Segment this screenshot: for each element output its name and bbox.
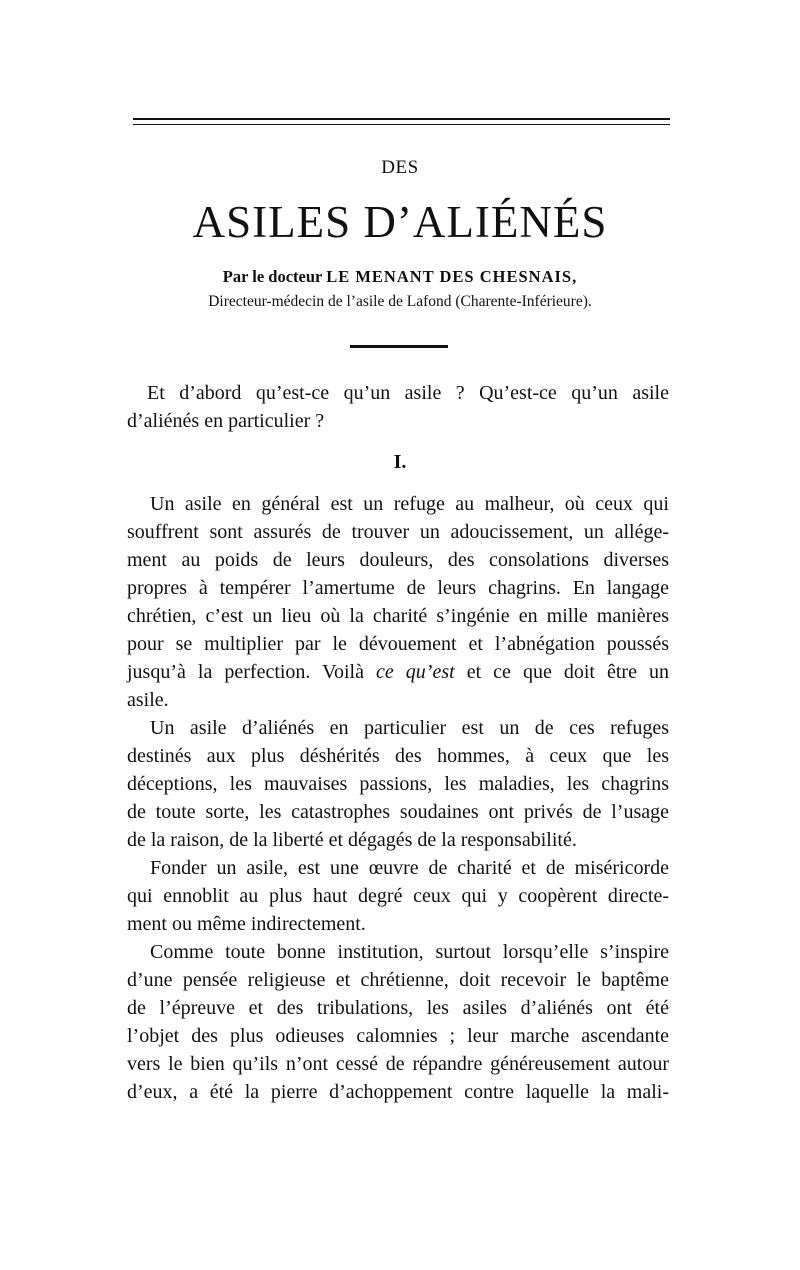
body-line: asile. [127,689,169,711]
body-line: Un asile en général est un refuge au malheur, où ceux qui [150,493,669,515]
body-line [127,658,669,686]
body-line: souffrent sont assurés de trouver un adoucissement, un allége- [127,521,669,543]
title-prefix: DES [381,157,419,178]
body-line: Fonder un asile, est une œuvre de charité et de miséricorde [150,857,669,879]
top-rule-thick [133,118,670,120]
body-text: et ce que doit être un [454,661,669,683]
body-text: jusqu’à la perfection. Voilà [127,661,376,683]
body-line: de toute sorte, les catastrophes soudaines ont privés de l’usage [127,801,669,823]
body-line: d’une pensée religieuse et chrétienne, doit recevoir le baptême [127,969,669,991]
body-line: de la raison, de la liberté et dégagés de la responsabilité. [127,829,577,851]
body-line: Un asile d’aliénés en particulier est un de ces refuges [150,717,669,739]
body-line: propres à tempérer l’amertume de leurs chagrins. En langage [127,577,669,599]
page-title: ASILES D’ALIÉNÉS [192,197,608,247]
body-line: vers le bien qu’ils n’ont cessé de répandre généreusement autour [127,1053,669,1075]
separator-rule [350,345,448,348]
body-line: d’eux, a été la pierre d’achoppement contre laquelle la mali- [127,1081,669,1103]
body-line: destinés aux plus déshérités des hommes, à ceux que les [127,745,669,767]
body-line: Comme toute bonne institution, surtout lorsqu’elle s’inspire [150,941,669,963]
body-line: déceptions, les mauvaises passions, les maladies, les chagrins [127,773,669,795]
body-line: chrétien, c’est un lieu où la charité s’ingénie en mille manières [127,605,669,627]
body-line: pour se multiplier par le dévouement et l’abnégation poussés [127,633,669,655]
intro-line: d’aliénés en particulier ? [127,410,325,432]
body-line: de l’épreuve et des tribulations, les asiles d’aliénés ont été [127,997,669,1019]
body-text-italic: ce qu’est [376,661,455,683]
intro-line: Et d’abord qu’est-ce qu’un asile ? Qu’est-ce qu’un asile [147,382,669,404]
body-line: l’objet des plus odieuses calomnies ; leur marche ascendante [127,1025,669,1047]
body-line: ment au poids de leurs douleurs, des consolations diverses [127,549,669,571]
byline-prefix: Par le docteur [222,267,327,286]
section-number: I. [393,451,407,473]
body-line: qui ennoblit au plus haut degré ceux qui y coopèrent directe- [127,885,669,907]
body-line: ment ou même indirectement. [127,913,366,935]
top-rule-thin [133,124,670,125]
author-name: LE MENANT DES CHESNAIS, [326,267,578,286]
author-byline [0,267,800,287]
author-affiliation: Directeur-médecin de l’asile de Lafond (Charente-Inférieure). [208,293,592,310]
